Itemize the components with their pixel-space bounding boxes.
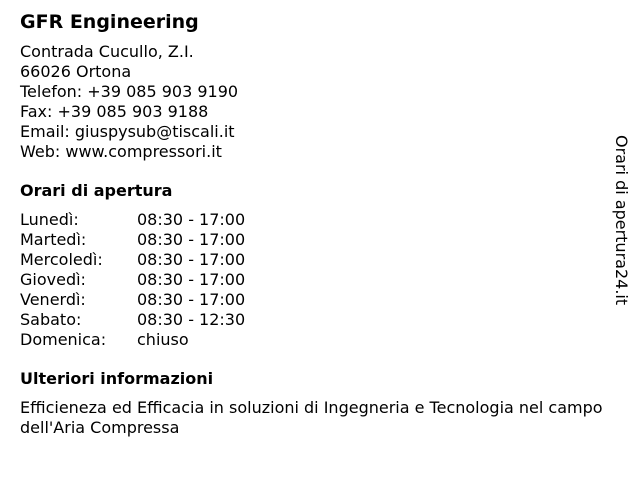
hours-row-friday (20, 290, 610, 310)
day-label: Domenica: (20, 330, 107, 349)
fax-line: Fax: +39 085 903 9188 (20, 102, 209, 121)
day-label: Martedì: (20, 230, 87, 249)
time-value: 08:30 - 17:00 (137, 290, 246, 309)
time-value: 08:30 - 17:00 (137, 210, 246, 229)
company-name: GFR Engineering (20, 11, 199, 33)
hours-row-wednesday (20, 250, 610, 270)
time-value: chiuso (137, 330, 189, 349)
phone-line: Telefon: +39 085 903 9190 (20, 82, 239, 101)
hours-row-monday (20, 210, 610, 230)
day-label: Lunedì: (20, 210, 79, 229)
time-value: 08:30 - 12:30 (137, 310, 246, 329)
day-label: Mercoledì: (20, 250, 103, 269)
contact-block (20, 42, 610, 162)
web-line: Web: www.compressori.it (20, 142, 222, 161)
hours-row-thursday (20, 270, 610, 290)
day-label: Giovedì: (20, 270, 86, 289)
brand-watermark: Orari di apertura24.it (612, 135, 631, 306)
hours-row-sunday (20, 330, 610, 350)
address-city: 66026 Ortona (20, 62, 132, 81)
day-label: Venerdì: (20, 290, 86, 309)
hours-row-tuesday (20, 230, 610, 250)
day-label: Sabato: (20, 310, 82, 329)
more-info-heading: Ulteriori informazioni (20, 369, 214, 388)
hours-row-saturday (20, 310, 610, 330)
opening-hours-heading: Orari di apertura (20, 181, 173, 200)
more-info-text: Efficieneza ed Efficacia in soluzioni di Ingegneria e Tecnologia nel campo dell'Aria Compressa (20, 398, 603, 437)
opening-hours-table (20, 210, 610, 350)
time-value: 08:30 - 17:00 (137, 270, 246, 289)
address-street: Contrada Cucullo, Z.I. (20, 42, 194, 61)
email-line: Email: giuspysub@tiscali.it (20, 122, 235, 141)
time-value: 08:30 - 17:00 (137, 250, 246, 269)
time-value: 08:30 - 17:00 (137, 230, 246, 249)
business-card (20, 10, 610, 438)
